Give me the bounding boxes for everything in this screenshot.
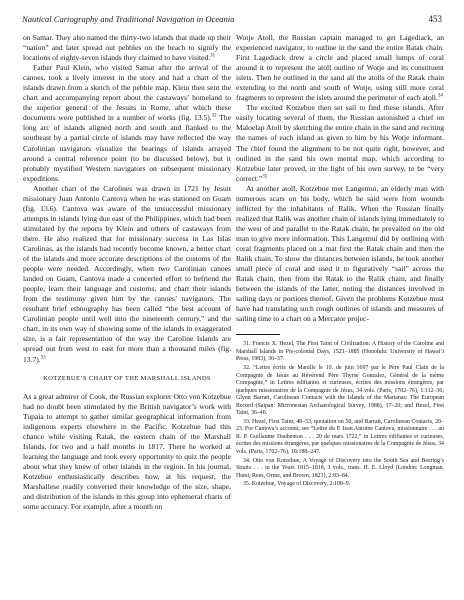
paragraph <box>23 392 231 513</box>
left-column <box>23 33 231 512</box>
section-heading: KOTZEBUE’S CHART OF THE MARSHALL ISLANDS <box>43 374 211 382</box>
paragraph <box>236 33 444 103</box>
right-column <box>236 33 444 490</box>
footnote: 34. Otto von Kotzebue, A Voyage of Discovery into the South Sea and Beering’s Straits . . . in the Years 1815–1818, 3 vols., trans. H. E. Lloyd (London: Longman, Hurst, Rees, Orme, and Brown, 1821), 2:83–84. <box>236 457 444 479</box>
running-head <box>22 14 442 28</box>
paragraph-text: At another atoll, Kotzebue met Langemui, an elderly man with numerous scars on his body, which he said were from wounds inflicted by the inhabitants of Ralik. When the Russian finally realized that Ralik was another chain of islands lying immediately to the west of and parallel to the Ratak chain, he prevailed on the old man to give more information. This Langemui did by outlining with coral fragments placed on a mat first the Ratak chain and then the Ralik chain. To show the distances between islands, he took another small piece of coral and used it to figuratively “sail” across the Ratak chain, then from the Ratak to the Ralik chain, and finally between the islands of the latter, noting the distances involved in sailing days or portions thereof. Given the problems Kotzebue must have had translating such rough outlines of islands and measures of sailing time to a chart on a Mercator projec- <box>236 183 444 324</box>
paragraph-text: Father Paul Klein, who visited Samar after the arrival of the canoes, took a lively interest in the story and had a chart of the islands drawn from a sketch of the pebble map. Klein then sent the chart and accompanying report about the castaways’ homeland to the superior general of the Jesuits in Rome, after which these documents were published in a number of works (fig. 13.5). <box>23 63 231 123</box>
footnote: 35. Kotzebue, Voyage of Discovery, 2:108–9. <box>243 481 351 488</box>
footnote-ref[interactable]: 34 <box>437 93 443 99</box>
footnote-ref[interactable]: 33 <box>40 354 46 360</box>
paragraph-text: The long arc of islands aligned north and south and flanked to the southeast by a partial circle of islands may have reflected the way Carolinian navigators visualize the bearings of islands arrayed around a central reference point (to be discussed below), but it probably mystified Western navigators on subsequent missionary expeditions. <box>23 113 231 183</box>
paragraph-text: on Samar. They also named the thirty-two islands that made up their “nation” and later spread out pebbles on the beach to signify the locations of eighty-seven islands they claimed to have visited. <box>23 33 231 63</box>
footnotes <box>236 341 444 488</box>
paragraph <box>236 103 444 183</box>
footnote: 31. Francis X. Hezel, The First Taint of Civilization: A History of the Caroline and Marshall Islands in Pre-colonial Days, 1521–1885 (Honolulu: University of Hawai‘i Press, 1983), 36–37. <box>236 341 444 363</box>
paragraph-text: The excited Kotzebue then set sail to find these islands. After easily locating several of them, the Russian astonished a chief on Maloelap Atoll by sketching the entire chain in the sand and reciting the names of each island as given to him by his Wotje informant. The chief found the alignment to be not quite right, however, and outlined in the sand his own mental map, which according to Kotzebue later proved, in the light of his own survey, to be “very correct.” <box>236 103 444 183</box>
paragraph <box>23 63 231 184</box>
page-number: 453 <box>428 14 442 24</box>
footnote: 32. “Lettre écrite de Manille le 10. de juin 1697 par le Père Paul Clain de la Compagnie de Jésus au Révérend Père Thyrse Gonzalez, Général de la même Compagnie,” in Lettres édifiantes et curieuses, écrites des missions étrangères, par quelques missionaires de la Compagnie de Jésus, 34 vols. (Paris, 1702–76), 1:112–36; Glynn Barratt, Carolinean Contacts with the Islands of the Marianas: The European Record (Saipan: Micronesian Archaeological Survey, 1988), 17–20; and Hezel, First Taint, 36–40. <box>236 365 444 417</box>
paragraph-text: Wotje Atoll, the Russian captain managed to get Lagediack, an experienced navigator, to outline in the sand the entire Ratak chain. First Lagediack drew a circle and placed small lumps of coral around it to represent the atoll outline of Wotje and its constituent islets. Then he outlined in the sand all the atolls of the Ratak chain extending to the north and south of Wotje, using still more coral fragments to represent the islets around the perimeter of each atoll. <box>236 33 444 103</box>
paragraph <box>23 184 231 365</box>
footnote-divider <box>236 334 280 335</box>
footnote-ref[interactable]: 35 <box>262 174 268 180</box>
paragraph-text: Another chart of the Carolines was drawn in 1721 by Jesuit missionary Juan Antonio Cantova when he was stationed on Guam (fig. 13.6). Cantova was aware of the unsuccessful missionary attempts in islands lying due east of the Philippines, which had been stimulated by the reports by Klein and others of castaways from there. He also realized that for missionary success in Las Islas Carolinas, as the islands had recently become known, a better chart of the islands and more accurate descriptions of the customs of the people were needed. Accordingly, when two Carolinian canoes landed on Guam, Cantova made a concerted effort to befriend the people, learn their language and customs, and chart their islands from the testimony given him by the canoes’ navigators. The resultant brief ethnography has been called “the best account of Carolinian people until well into the nineteenth century,” and the chart, in its own way of showing some of the islands in exaggerated size, is a fair representation of the way the Caroline Islands are spread out from west to east for more than a thousand miles (fig. 13.7). <box>23 183 231 364</box>
running-title: Nautical Cartography and Traditional Navigation in Oceania <box>22 14 235 24</box>
paragraph-text: As a great admirer of Cook, the Russian explorer Otto von Kotzebue had no doubt been stimulated by the British navigator’s work with Tupaia to attempt to gather similar geographical information from indigenous experts elsewhere in the Pacific. Kotzebue had this chance while visiting Ratak, the eastern chain of the Marshall Islands, for two and a half months in 1817. There he worked at learning the language and took every opportunity to quiz the people about what they knew of other islands in the region. In his journal, Kotzebue enthusiastically describes how, at his request, the Marshallese readily converted their knowledge of the size, shape, and distribution of the islands in this group into ephemeral charts of some accuracy. For example, after a month on <box>23 391 231 512</box>
paragraph <box>23 33 231 63</box>
paragraph <box>236 184 444 325</box>
footnote-ref[interactable]: 32 <box>211 113 217 119</box>
footnote-ref[interactable]: 31 <box>210 53 216 59</box>
footnote: 33. Hezel, First Taint, 48–53, quotation on 50, and Barratt, Carolinean Contacts, 20–23. For Cantova’s account, see “Lettre du P. Jean Antoine Cantova, missionnaire . . . au R. P. Guillaume Daubenton . . . 20 de mars 1722,” in Lettres édifiantes et curieuses, écrites des missions étrangères, par quelques missionaires de la Compagnie de Jésus, 34 vols. (Paris, 1702–76), 18:188–247. <box>236 418 444 456</box>
